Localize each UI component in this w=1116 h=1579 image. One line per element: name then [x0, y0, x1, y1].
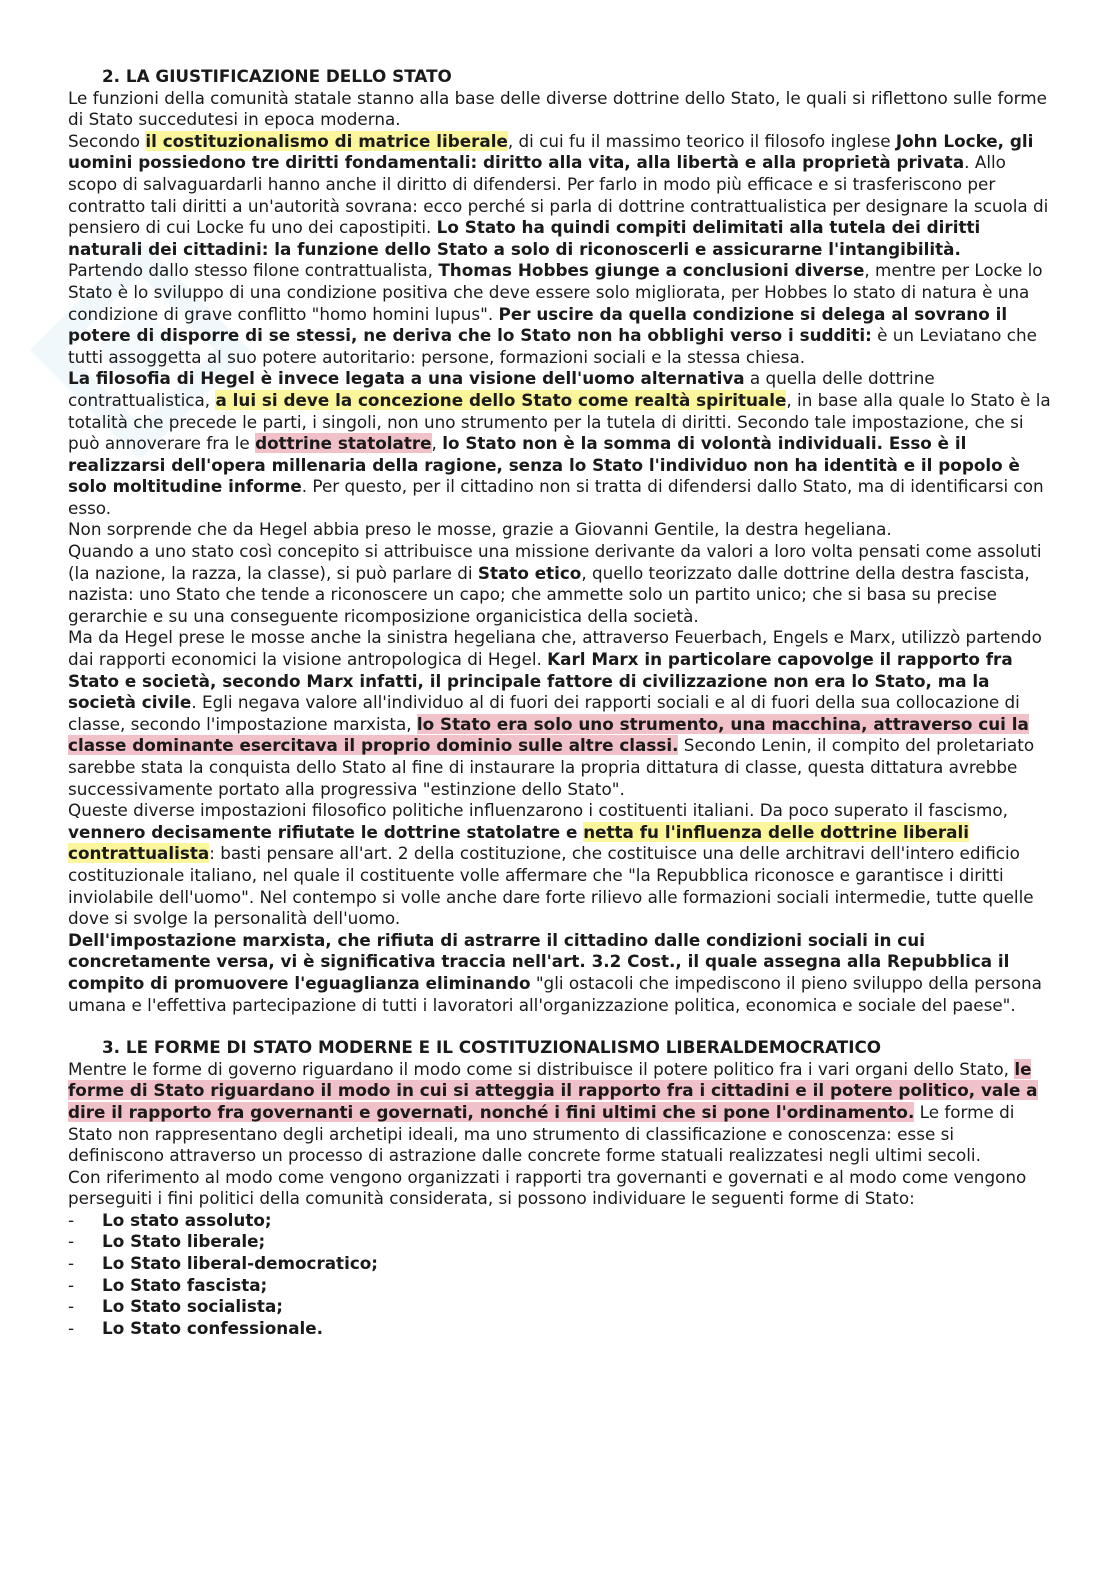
list-item-label: Lo Stato fascista;	[102, 1274, 268, 1295]
paragraph: Non sorprende che da Hegel abbia preso le mosse, grazie a Giovanni Gentile, la destra hegeliana.	[68, 519, 892, 540]
text: . Allo scopo di salvaguardarli hanno anche il diritto di difendersi. Per farlo in modo più efficace e si trasferiscono per contratto tali diritti a un'autorità sovrana: ecco perché si parla di dottrine contrattualistica per designare la scuola di pensiero di cui Locke fu uno dei capostipiti.	[68, 152, 1049, 238]
paragraph	[68, 627, 1053, 800]
text: a quella delle dottrine contrattualistica,	[68, 368, 935, 410]
text: ,	[431, 433, 443, 454]
text: , in base alla quale lo Stato è la totalità che precede le parti, i singoli, non uno strumento per la tutela di diritti. Secondo tale impostazione, che si può annoverare fra le	[68, 389, 1051, 454]
text: Queste diverse impostazioni filosofico politiche influenzarono i costituenti italiani. Da poco superato il fascismo,	[68, 800, 1008, 821]
text: Secondo Lenin, il compito del proletariato sarebbe stata la conquista dello Stato al fine di instaurare la propria dittatura di classe, questa dittatura avrebbe successivamente portato alla progressiva "estinzione dello Stato".	[68, 735, 1035, 799]
list-item: - Lo Stato liberale;	[68, 1231, 266, 1252]
highlight-yellow: il costituzionalismo di matrice liberale	[145, 130, 508, 151]
list-item-label: Lo Stato liberale;	[102, 1231, 266, 1252]
bold-text: La filosofia di Hegel è invece legata a una visione dell'uomo alternativa	[68, 368, 745, 389]
bold-text: Thomas Hobbes giunge a conclusioni diverse	[438, 260, 865, 281]
bold-text: Karl Marx in particolare capovolge il rapporto fra Stato e società, secondo Marx infatti, il principale fattore di civilizzazione non era lo Stato, ma la società civile	[68, 649, 1013, 713]
list-item: - Lo Stato socialista;	[68, 1296, 283, 1317]
bold-text: Dell'impostazione marxista, che rifiuta di astrarre il cittadino dalle condizioni sociali in cui concretamente versa, vi è significativa traccia nell'art. 3.2 Cost., il quale assegna alla Repubblica il compito di promuovere l'eguaglianza eliminando	[68, 929, 1010, 993]
section-2-title: 2. LA GIUSTIFICAZIONE DELLO STATO	[102, 66, 452, 86]
list-item-label: Lo Stato socialista;	[102, 1296, 283, 1317]
list-item-label: Lo Stato confessionale.	[102, 1317, 324, 1338]
text: Quando a uno stato così concepito si attribuisce una missione derivante da valori a loro volta pensati come assoluti (la nazione, la razza, la classe), si può parlare di	[68, 541, 1042, 583]
text: Secondo	[68, 130, 146, 151]
text: . Egli negava valore all'individuo al di fuori dei rapporti sociali e al di fuori della sua collocazione di classe, secondo l'impostazione marxista,	[68, 692, 1020, 734]
list-item: - Lo Stato liberal-democratico;	[68, 1253, 379, 1274]
text: Mentre le forme di governo riguardano il modo come si distribuisce il potere politico fra i vari organi dello Stato,	[68, 1058, 1015, 1079]
bold-text: John Locke, gli uomini possiedono tre diritti fondamentali: diritto alla vita, alla libertà e alla proprietà privata	[68, 130, 1034, 173]
bold-text: vennero decisamente rifiutate le dottrine statolatre e	[68, 821, 584, 842]
highlight-yellow: netta fu l'influenza delle dottrine liberali contrattualista	[68, 821, 969, 864]
paragraph	[68, 930, 1053, 1016]
list-item: - Lo Stato fascista;	[68, 1274, 268, 1295]
list-item: - Lo Stato confessionale.	[68, 1317, 324, 1338]
section-3-title: 3. LE FORME DI STATO MODERNE E IL COSTITUZIONALISMO LIBERALDEMOCRATICO	[102, 1037, 882, 1058]
bold-text: lo Stato non è la somma di volontà individuali. Esso è il realizzarsi dell'opera millenaria della ragione, senza lo Stato l'individuo non ha identità e il popolo è solo moltitudine informe	[68, 433, 1020, 497]
bold-text: Lo Stato ha quindi compiti delimitati alla tutela dei diritti naturali dei cittadini: la funzione dello Stato a solo di riconoscerli e assicurarne l'intangibilità.	[68, 217, 981, 259]
paragraph	[68, 368, 1053, 519]
paragraph	[68, 131, 1053, 261]
text: , di cui fu il massimo teorico il filosofo inglese	[507, 130, 896, 151]
forms-of-state-list	[68, 1210, 1053, 1340]
highlight-pink: lo Stato era solo uno strumento, una macchina, attraverso cui la classe dominante esercitava il proprio dominio sulle altre classi.	[68, 713, 1029, 756]
paragraph	[68, 260, 1053, 368]
paragraph: Con riferimento al modo come vengono organizzati i rapporti tra governanti e governati e al modo come vengono perseguiti i fini politici della comunità considerata, si possono individuare le seguenti forme di Stato:	[68, 1166, 1027, 1209]
text: , mentre per Locke lo Stato è lo sviluppo di una condizione positiva che deve essere solo migliorata, per Hobbes lo stato di natura è una condizione di grave conflitto "homo homini lupus".	[68, 260, 1043, 324]
list-item-label: Lo stato assoluto;	[102, 1209, 272, 1230]
text: "gli ostacoli che impediscono il pieno sviluppo della persona umana e l'effettiva partecipazione di tutti i lavoratori all'organizzazione politica, economica e sociale del paese".	[68, 972, 1042, 1015]
text: : basti pensare all'art. 2 della costituzione, che costituisce una delle architravi dell'intero edificio costituzionale italiano, nel quale il costituente volle affermare che "la Repubblica riconosce e garantisce i diritti inviolabile dell'uomo". Nel contempo si volle anche dare forte rilievo alle formazioni sociali intermedie, tutte quelle dove si svolge la personalità dell'uomo.	[68, 843, 1034, 929]
paragraph	[68, 1059, 1053, 1167]
text: Partendo dallo stesso filone contrattualista,	[68, 260, 439, 281]
highlight-yellow: a lui si deve la concezione dello Stato come realtà spirituale	[215, 389, 787, 410]
text: è un Leviatano che tutti assoggetta al suo potere autoritario: persone, formazioni sociali e la stessa chiesa.	[68, 325, 1037, 367]
highlight-pink: le forme di Stato riguardano il modo in cui si atteggia il rapporto fra i cittadini e il potere politico, vale a dire il rapporto fra governanti e governati, nonché i fini ultimi che si pone l'ordinamento.	[68, 1058, 1038, 1122]
paragraph	[68, 800, 1053, 930]
bold-text: Stato etico	[477, 562, 582, 583]
paragraph	[68, 541, 1053, 627]
highlight-pink: dottrine statolatre	[255, 433, 432, 454]
text: Le forme di Stato non rappresentano degli archetipi ideali, ma uno strumento di classificazione e conoscenza: esse si definiscono attraverso un processo di astrazione dalle concrete forme statuali realizzatesi negli ultimi secoli.	[68, 1101, 1015, 1166]
text: Ma da Hegel prese le mosse anche la sinistra hegeliana che, attraverso Feuerbach, Engels e Marx, utilizzò partendo dai rapporti economici la visione antropologica di Hegel.	[68, 627, 1042, 670]
text: . Per questo, per il cittadino non si tratta di difendersi dallo Stato, ma di identificarsi con esso.	[68, 476, 1044, 518]
paragraph: Le funzioni della comunità statale stanno alla base delle diverse dottrine dello Stato, le quali si riflettono sulle forme di Stato succedutesi in epoca moderna.	[68, 87, 1047, 130]
bold-text: Per uscire da quella condizione si delega al sovrano il potere di disporre di se stessi, ne deriva che lo Stato non ha obblighi verso i sudditi:	[68, 303, 1008, 346]
list-item-label: Lo Stato liberal-democratico;	[102, 1253, 379, 1274]
text: , quello teorizzato dalle dottrine della destra fascista, nazista: uno Stato che tende a riconoscere un capo; che ammette solo un partito unico; che si basa su precise gerarchie e su una conseguente ricomposizione organicistica della società.	[68, 562, 1030, 626]
document-page	[68, 66, 1053, 1339]
spacer	[68, 1016, 1053, 1037]
list-item: - Lo stato assoluto;	[68, 1209, 272, 1230]
